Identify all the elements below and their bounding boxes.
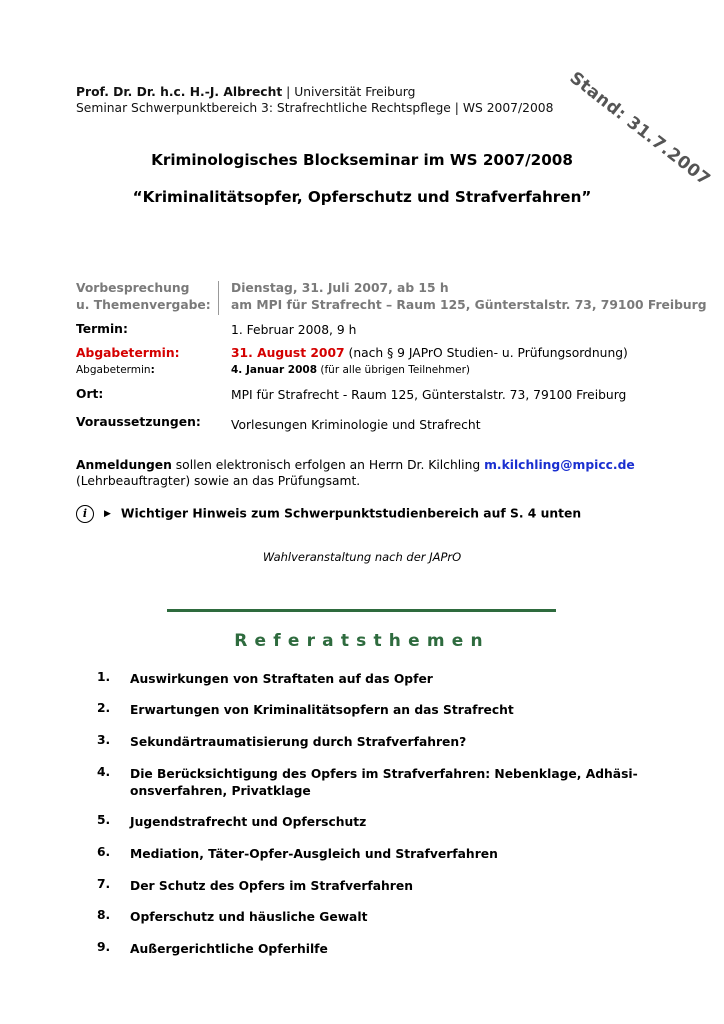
header-separator: |: [282, 85, 295, 99]
topic-number: 1.: [97, 670, 111, 684]
voraussetzungen-label: Voraussetzungen:: [76, 415, 201, 429]
abgabetermin-2-date: 4. Januar 2008: [231, 364, 318, 376]
topic-number: 3.: [97, 733, 111, 747]
topic-text: Jugendstrafrecht und Opferschutz: [130, 815, 367, 829]
topic-text: Opferschutz und häusliche Gewalt: [130, 910, 368, 924]
abgabetermin-2-label: [76, 364, 155, 376]
triangle-right-icon: ▶: [104, 509, 111, 519]
abgabetermin-note: (nach § 9 JAPrO Studien- u. Prüfungsordnung): [344, 346, 628, 360]
abgabetermin-2-note: (für alle übrigen Teilnehmer): [317, 364, 471, 376]
termin-label: Termin:: [76, 322, 128, 336]
elective-note: Wahlveranstaltung nach der JAPrO: [262, 550, 462, 564]
document-subtitle: “Kriminalitätsopfer, Opferschutz und Strafverfahren”: [132, 188, 592, 206]
registration-bold: Anmeldungen: [76, 458, 172, 472]
section-divider: [167, 609, 556, 612]
hint-text: Wichtiger Hinweis zum Schwerpunktstudienbereich auf S. 4 unten: [120, 506, 582, 521]
topic-text: Auswirkungen von Straftaten auf das Opfer: [130, 672, 433, 686]
registration-text: sollen elektronisch erfolgen an Herrn Dr. Kilchling: [171, 458, 485, 472]
abgabetermin-2-colon: :: [150, 364, 155, 376]
topics-heading: Referatsthemen: [234, 631, 490, 651]
registration-line-2: (Lehrbeauftragter) sowie an das Prüfungsamt.: [76, 474, 361, 488]
topic-number: 6.: [97, 845, 111, 859]
topic-number: 2.: [97, 701, 111, 715]
topic-text: Mediation, Täter-Opfer-Ausgleich und Strafverfahren: [130, 847, 498, 861]
header-line-2: Seminar Schwerpunktbereich 3: Strafrechtliche Rechtspflege | WS 2007/2008: [76, 101, 554, 115]
registration-line-1: [76, 458, 635, 472]
email-link[interactable]: m.kilchling@mpicc.de: [484, 458, 635, 472]
ort-value: MPI für Strafrecht - Raum 125, Günterstalstr. 73, 79100 Freiburg: [231, 388, 627, 402]
abgabetermin-2-value: [231, 364, 470, 376]
abgabetermin-2-text: Abgabetermin: [76, 364, 151, 376]
topic-text: Erwartungen von Kriminalitätsopfern an das Strafrecht: [130, 703, 514, 717]
vorbesprechung-label-2: u. Themenvergabe:: [76, 298, 211, 312]
voraussetzungen-value: Vorlesungen Kriminologie und Strafrecht: [231, 418, 481, 432]
info-icon: i: [76, 505, 94, 523]
topic-number: 7.: [97, 877, 111, 891]
ort-label: Ort:: [76, 387, 104, 401]
document-title: Kriminologisches Blockseminar im WS 2007/2008: [151, 151, 573, 169]
topic-text: Die Berücksichtigung des Opfers im Strafverfahren: Nebenklage, Adhäsi-: [130, 767, 638, 781]
topic-number: 5.: [97, 813, 111, 827]
topic-text-continued: onsverfahren, Privatklage: [130, 784, 311, 798]
vorbesprechung-label-1: Vorbesprechung: [76, 281, 190, 295]
info-divider: [218, 281, 219, 315]
topic-text: Sekundärtraumatisierung durch Strafverfahren?: [130, 735, 467, 749]
topic-number: 4.: [97, 765, 111, 779]
university-name: Universität Freiburg: [294, 85, 416, 99]
abgabetermin-value: [231, 346, 628, 360]
termin-value: 1. Februar 2008, 9 h: [231, 323, 357, 337]
topic-text: Außergerichtliche Opferhilfe: [130, 942, 328, 956]
header-line-1: [76, 85, 415, 99]
abgabetermin-date: 31. August 2007: [231, 346, 345, 360]
topic-text: Der Schutz des Opfers im Strafverfahren: [130, 879, 413, 893]
vorbesprechung-location: am MPI für Strafrecht – Raum 125, Günterstalstr. 73, 79100 Freiburg: [231, 298, 707, 312]
author-name: Prof. Dr. Dr. h.c. H.-J. Albrecht: [76, 85, 283, 99]
abgabetermin-label: Abgabetermin:: [76, 346, 180, 360]
date-stamp: Stand: 31.7.2007: [565, 68, 714, 190]
topic-number: 9.: [97, 940, 111, 954]
important-hint: [76, 505, 581, 523]
topic-number: 8.: [97, 908, 111, 922]
vorbesprechung-date: Dienstag, 31. Juli 2007, ab 15 h: [231, 281, 449, 295]
